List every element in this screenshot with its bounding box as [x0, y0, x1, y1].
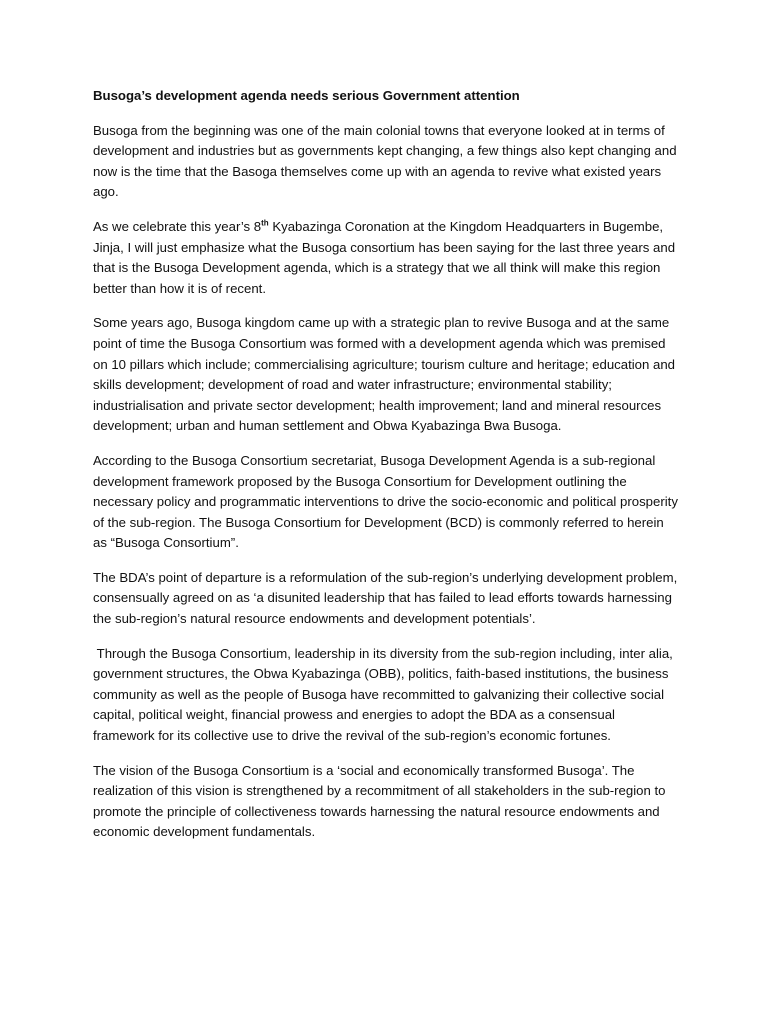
paragraph-leadership: Through the Busoga Consortium, leadership in its diversity from the sub-region including, inter alia, government structures, the Obwa Kyabazinga (OBB), politics, faith-based institutions, the business community as well as the people of Busoga have recommitted to galvanizing their collective social capital, political weight, financial prowess and energies to adopt the BDA as a consensual framework for its collective use to drive the revival of the sub-region’s economic fortunes. [93, 645, 677, 744]
paragraph-secretariat: According to the Busoga Consortium secretariat, Busoga Development Agenda is a sub-regional development framework proposed by the Busoga Consortium for Development outlining the necessary policy and programmatic interventions to drive the socio-economic and political prosperity of the sub-region. The Busoga Consortium for Development (BCD) is commonly referred to herein as “Busoga Consortium”. [93, 452, 678, 551]
paragraph-pillars: Some years ago, Busoga kingdom came up with a strategic plan to revive Busoga and at the same point of time the Busoga Consortium was formed with a development agenda which was premised on 10 pillars which include; commercialising agriculture; tourism culture and heritage; education and skills development; development of road and water infrastructure; environmental stability; industrialisation and private sector development; health improvement; land and mineral resources development; urban and human settlement and Obwa Kyabazinga Bwa Busoga. [93, 315, 676, 434]
ordinal-superscript: th [261, 218, 269, 228]
paragraph-coronation-after: Kyabazinga Coronation at the Kingdom Headquarters in Bugembe, Jinja, I will just emphasize what the Busoga consortium has been saying for the last three years and that is the Busoga Development agenda, which is a strategy that we all think will make this region better than how it is of recent. [93, 218, 676, 296]
paragraph-intro: Busoga from the beginning was one of the main colonial towns that everyone looked at in terms of development and industries but as governments kept changing, a few things also kept changing and now is the time that the Basoga themselves come up with an agenda to revive what existed years ago. [93, 122, 677, 200]
paragraph-departure: The BDA’s point of departure is a reformulation of the sub-region’s underlying development problem, consensually agreed on as ‘a disunited leadership that has failed to lead efforts towards harnessing the sub-region’s natural resource endowments and development potentials’. [93, 569, 678, 627]
paragraph-coronation-before: As we celebrate this year’s 8 [93, 218, 262, 234]
paragraph-vision: The vision of the Busoga Consortium is a ‘social and economically transformed Busoga’. The realization of this vision is strengthened by a recommitment of all stakeholders in the sub-region to promote the principle of collectiveness towards harnessing the natural resource endowments and economic development fundamentals. [93, 762, 666, 840]
document-page [93, 86, 678, 857]
document-title: Busoga’s development agenda needs serious Government attention [93, 88, 520, 103]
paragraph-coronation [93, 217, 678, 299]
